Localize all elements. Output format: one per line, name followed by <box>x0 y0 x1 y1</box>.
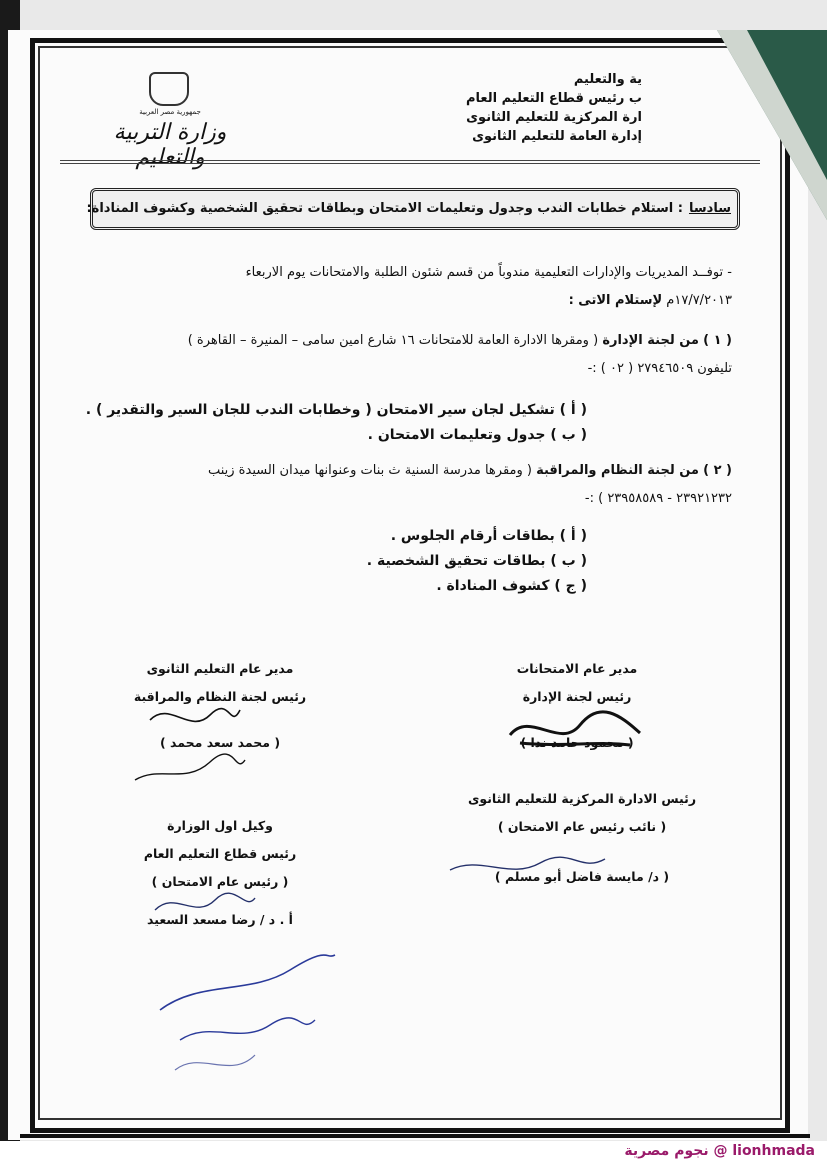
intro-bold: لإستلام الاتى : <box>568 293 663 308</box>
intro-line-2 <box>569 290 732 312</box>
sig-title: وكيل اول الوزارة <box>167 818 273 833</box>
sig-role: رئيس لجنة الإدارة <box>522 689 632 704</box>
section2-phone: ٢٣٩٢١٢٣٢ - ٢٣٩٥٨٥٨٩ ) :- <box>584 491 732 506</box>
banner-title: : استلام خطابات الندب وجدول وتعليمات الامتحان وبطاقات تحقيق الشخصية وكشوف المناداة: <box>86 201 683 216</box>
section1-rest: ( ومقرها الادارة العامة للامتحانات ١٦ شارع امين سامى – المنيرة – القاهرة ) <box>187 333 599 348</box>
section-banner <box>86 188 740 230</box>
letterhead-line: ب رئيس قطاع التعليم العام <box>465 91 642 106</box>
bottom-border <box>20 1134 810 1138</box>
sig-sub: ( رئيس عام الامتحان ) <box>151 874 289 889</box>
sig-name: ( محمود حامد ندا ) <box>520 735 634 750</box>
banner-lead: سادسا <box>688 201 731 216</box>
section2-rest: ( ومقرها مدرسة السنية ث بنات وعنوانها ميدان السيدة زينب <box>207 463 532 478</box>
watermark-credit: نجوم مصرية @ lionhmada <box>624 1143 815 1159</box>
letterhead-line: ارة المركزية للتعليم الثانوى <box>466 110 642 125</box>
handwritten-signature-3 <box>440 845 610 885</box>
section1-line <box>188 330 732 352</box>
eagle-emblem-icon <box>149 72 189 106</box>
sig-title: مدير عام التعليم الثانوى <box>146 661 294 676</box>
list-item: ( أ ) بطاقات أرقام الجلوس . <box>390 528 587 544</box>
letterhead-line: إدارة العامة للتعليم الثانوى <box>472 129 642 144</box>
sig-role: رئيس لجنة النظام والمراقبة <box>133 689 307 704</box>
letterhead-text <box>392 70 642 146</box>
list-item: ( أ ) تشكيل لجان سير الامتحان ( وخطابات الندب للجان السير والتقدير ) . <box>85 402 587 418</box>
letterhead-line: ية والتعليم <box>573 72 642 87</box>
list-item: ( ب ) بطاقات تحقيق الشخصية . <box>366 553 587 569</box>
section1-num: ( ١ ) <box>703 333 732 348</box>
sig-role: ( نائب رئيس عام الامتحان ) <box>497 819 667 834</box>
intro-date: ١٧/٧/٢٠١٣م <box>666 293 732 308</box>
section1-bold: من لجنة الإدارة <box>602 333 699 348</box>
handwritten-approval <box>140 950 340 1090</box>
sig-name: ( د/ مايسة فاضل أبو مسلم ) <box>494 869 670 884</box>
handwritten-signature-2 <box>130 700 250 790</box>
ministry-name: وزارة التربية والتعليم <box>113 120 227 170</box>
republic-label: جمهورية مصر العربية <box>139 108 201 116</box>
section1-phone: تليفون ٢٧٩٤٦٥٠٩ ( ٠٢ ) :- <box>587 361 732 376</box>
handwritten-signature-1 <box>500 705 650 755</box>
handwritten-signature-4 <box>150 890 260 920</box>
sig-title: مدير عام الامتحانات <box>516 661 638 676</box>
section2-bold: من لجنة النظام والمراقبة <box>536 463 699 478</box>
intro-line-1: - توفــد المديريات والإدارات التعليمية مندوباً من قسم شئون الطلبة والامتحانات يوم الاربعاء <box>245 265 732 280</box>
banner-text <box>86 201 731 216</box>
sig-role: رئيس قطاع التعليم العام <box>143 846 297 861</box>
header-divider <box>60 160 760 164</box>
list-item: ( ج ) كشوف المناداة . <box>436 578 587 594</box>
list-item: ( ب ) جدول وتعليمات الامتحان . <box>367 427 587 443</box>
sig-title: رئيس الادارة المركزية للتعليم الثانوى <box>467 791 697 806</box>
section2-items <box>367 524 587 599</box>
sig-name: ( محمد سعد محمد ) <box>159 735 281 750</box>
section2-num: ( ٢ ) <box>703 463 732 478</box>
ministry-logo <box>85 72 255 170</box>
section2-line <box>208 460 732 482</box>
section1-items <box>86 398 587 448</box>
sig-name: أ . د / رضا مسعد السعيد <box>147 912 293 927</box>
